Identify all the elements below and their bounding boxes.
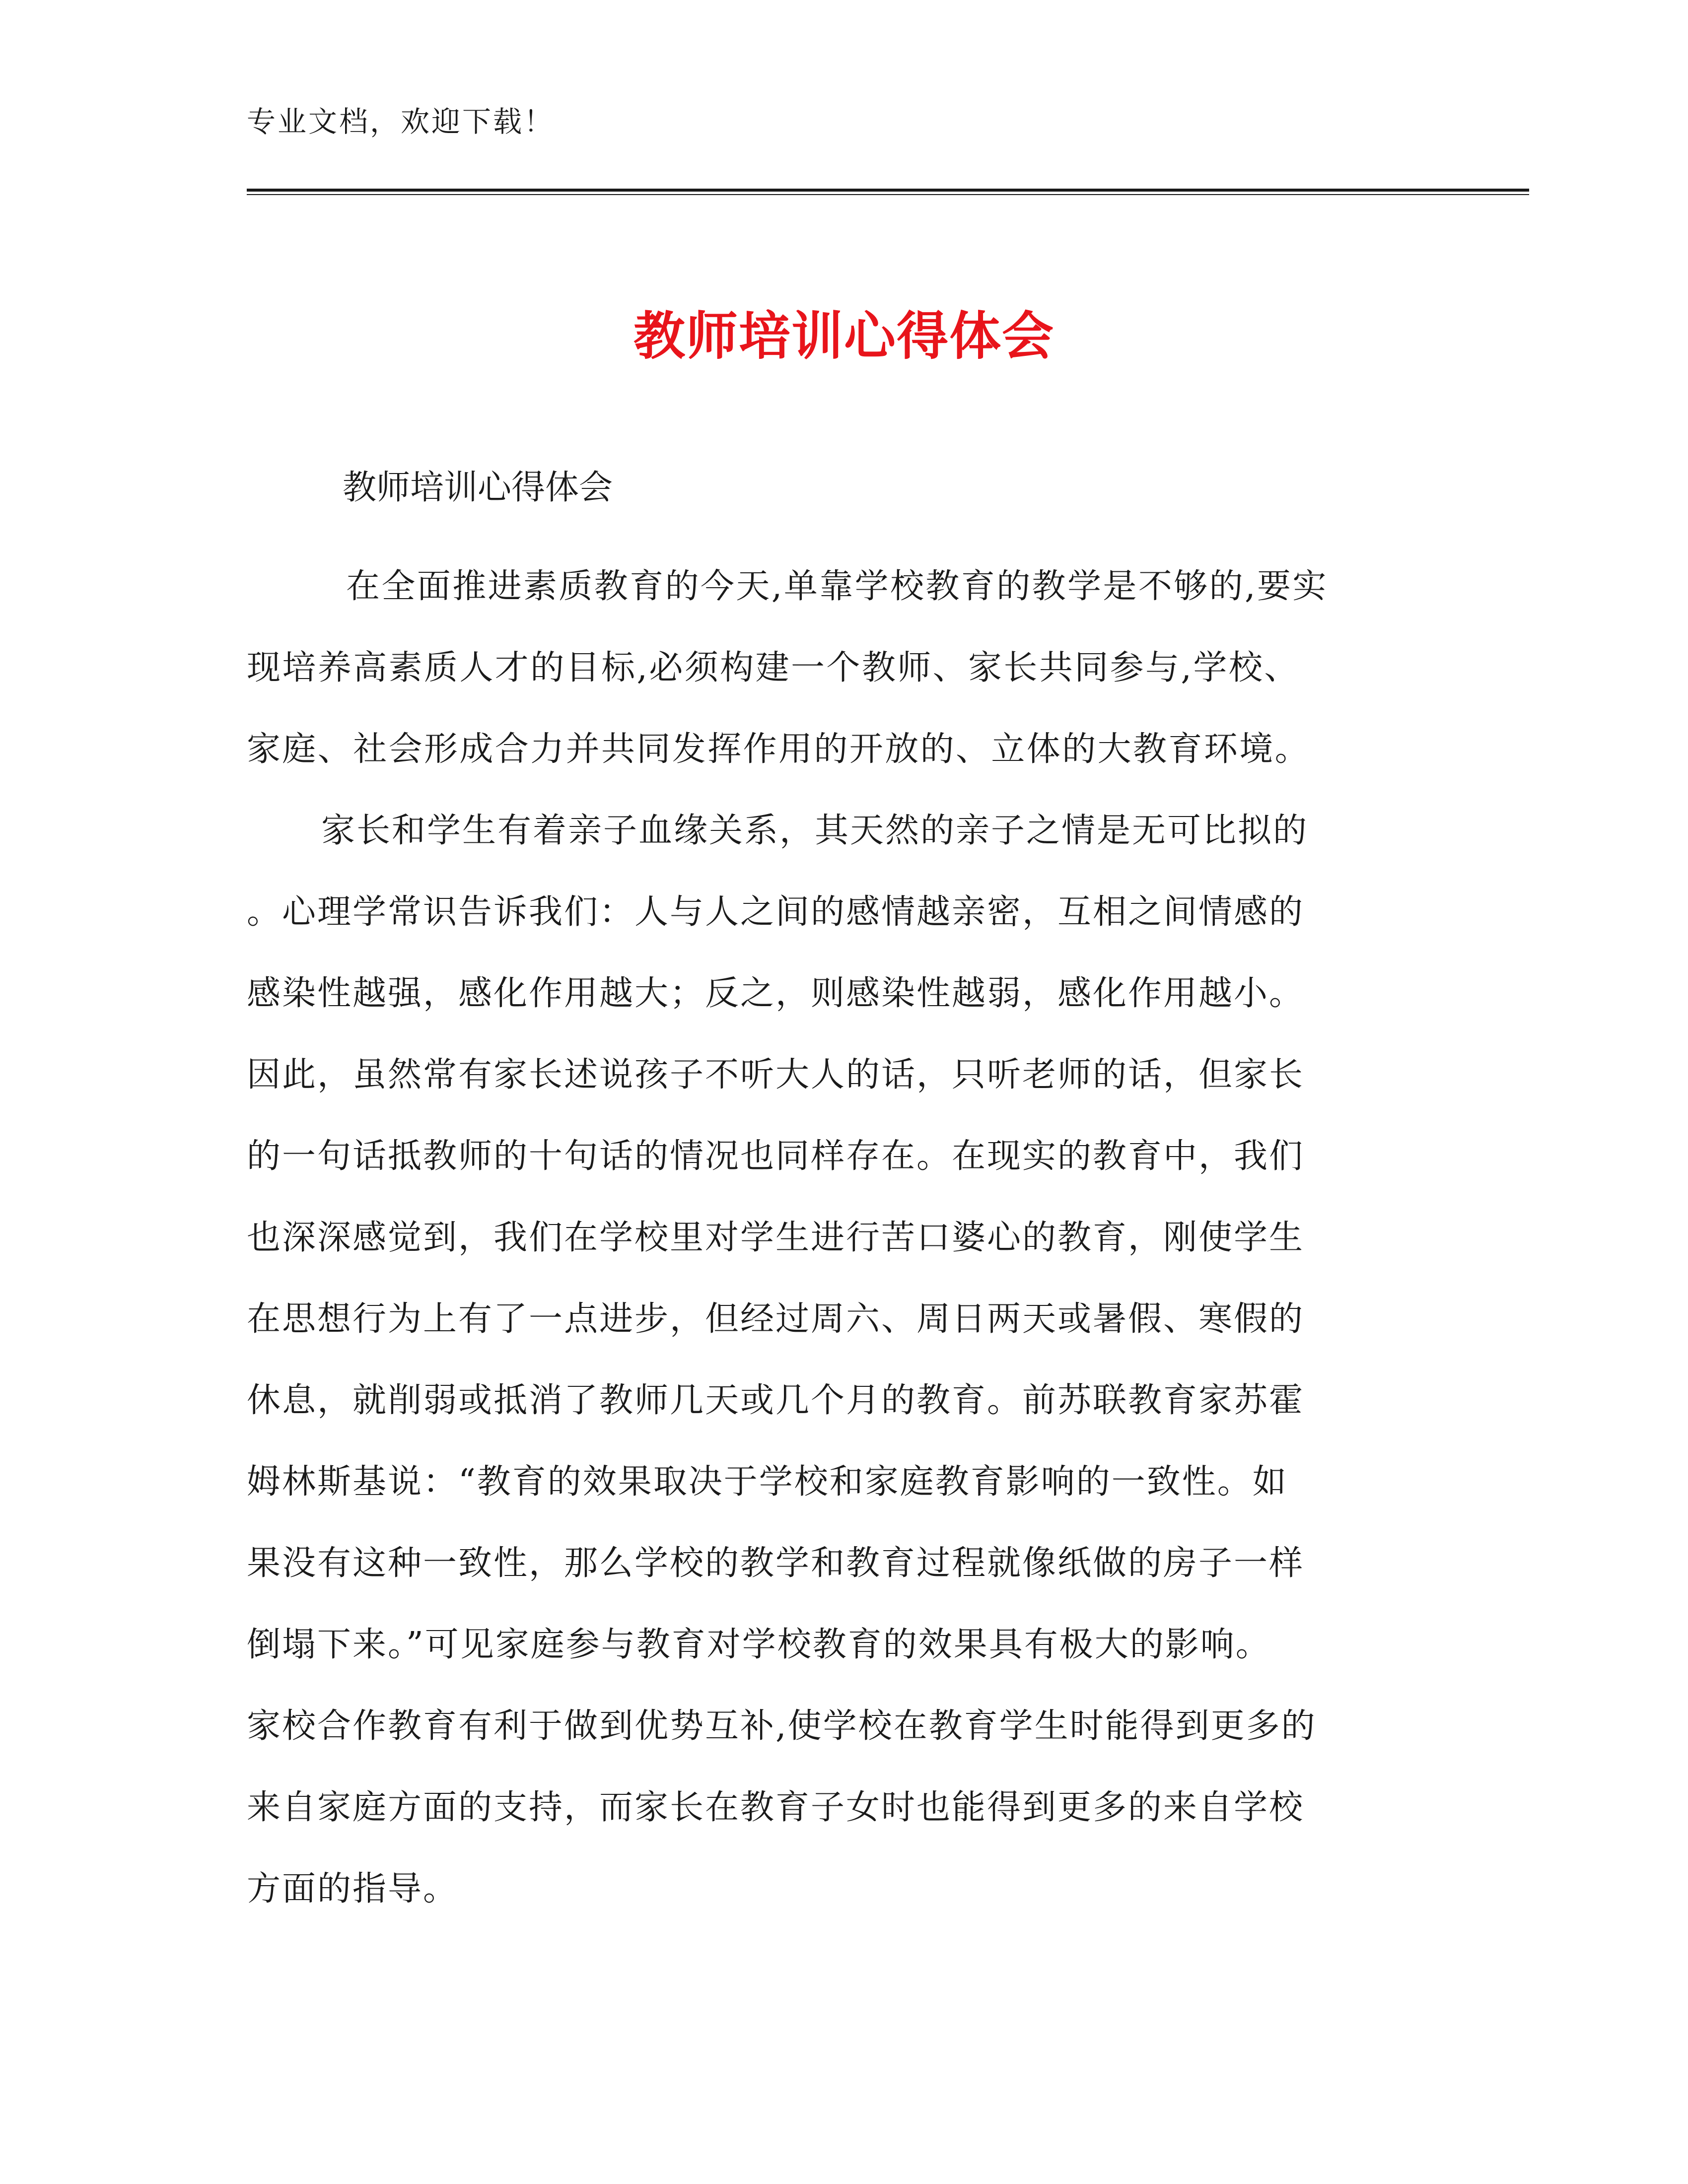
text-line: 果没有这种一致性，那么学校的教学和教育过程就像纸做的房子一样 — [247, 1544, 1305, 1583]
text-line: 在思想行为上有了一点进步，但经过周六、周日两天或暑假、寒假的 — [247, 1299, 1305, 1339]
text-line: 家校合作教育有利于做到优势互补,使学校在教育学生时能得到更多的 — [247, 1706, 1317, 1746]
text-line: 在全面推进素质教育的今天,单靠学校教育的教学是不够的,要实 — [346, 567, 1328, 606]
text-line: 倒塌下来。”可见家庭参与教育对学校教育的效果具有极大的影响。 — [247, 1625, 1271, 1664]
text-line: 家庭、社会形成合力并共同发挥作用的开放的、立体的大教育环境。 — [247, 730, 1311, 769]
header-rule-thick — [247, 189, 1529, 192]
document-title: 教师培训心得体会 — [633, 306, 1055, 366]
document-body — [247, 546, 1438, 1930]
header-rule-thin — [247, 194, 1529, 195]
text-line: 的一句话抵教师的十句话的情况也同样存在。在现实的教育中，我们 — [247, 1137, 1305, 1176]
text-line: 来自家庭方面的支持，而家长在教育子女时也能得到更多的来自学校 — [247, 1788, 1305, 1827]
text-line: 也深深感觉到，我们在学校里对学生进行苦口婆心的教育，刚使学生 — [247, 1218, 1305, 1257]
text-line: 感染性越强，感化作用越大；反之，则感染性越弱，感化作用越小。 — [247, 974, 1305, 1013]
text-line: 休息，就削弱或抵消了教师几天或几个月的教育。前苏联教育家苏霍 — [247, 1381, 1305, 1420]
text-line: 因此，虽然常有家长述说孩子不听大人的话，只听老师的话，但家长 — [247, 1055, 1305, 1094]
paragraph-2 — [247, 790, 1438, 1930]
text-line: 姆林斯基说：“教育的效果取决于学校和家庭教育影响的一致性。如 — [247, 1462, 1288, 1502]
text-line: 方面的指导。 — [247, 1869, 459, 1909]
page-header-text: 专业文档，欢迎下载！ — [247, 105, 555, 138]
text-line: 现培养高素质人才的目标,必须构建一个教师、家长共同参与,学校、 — [247, 648, 1300, 687]
document-subtitle: 教师培训心得体会 — [343, 468, 613, 507]
paragraph-1 — [247, 546, 1438, 790]
text-line: 。心理学常识告诉我们：人与人之间的感情越亲密，互相之间情感的 — [247, 892, 1305, 932]
text-line: 家长和学生有着亲子血缘关系，其天然的亲子之情是无可比拟的 — [321, 811, 1309, 850]
